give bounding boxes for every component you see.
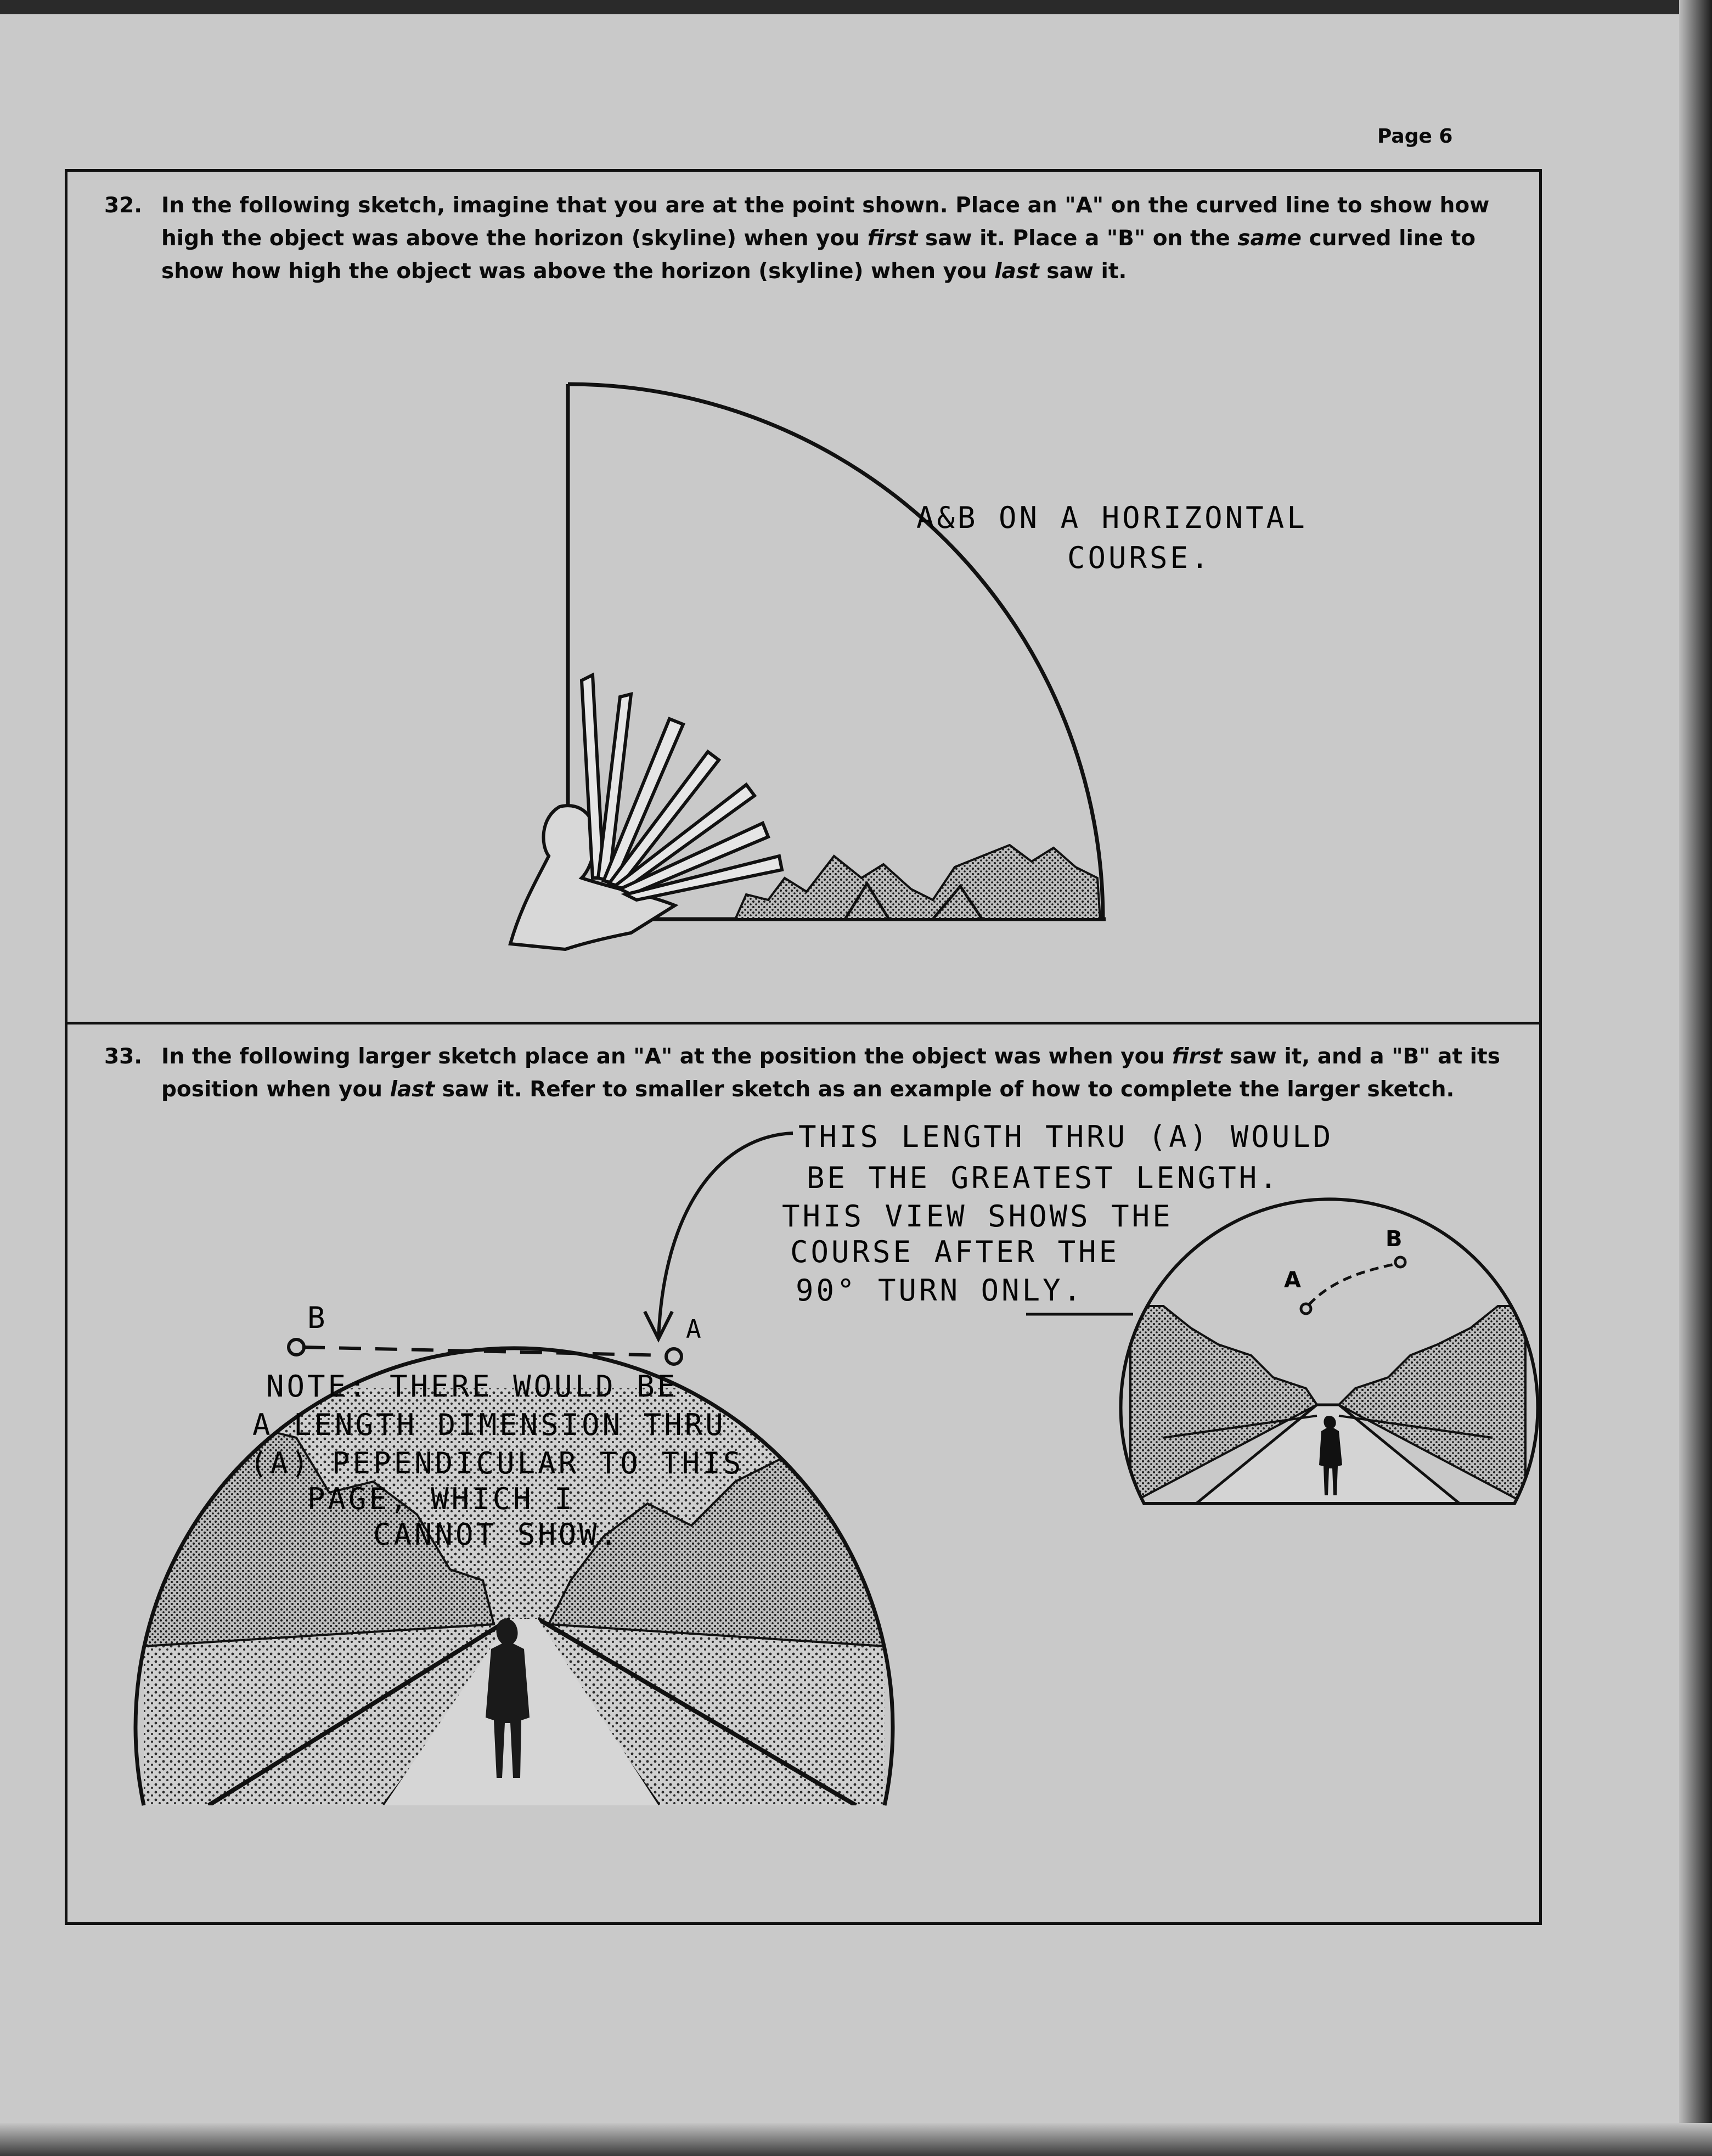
q32-handwritten-line-2: COURSE. xyxy=(1067,541,1212,575)
q32-l3-b: saw it. xyxy=(1039,259,1127,284)
q33-handwritten-top-2: BE THE GREATEST LENGTH. xyxy=(807,1161,1280,1195)
q33-pointer-arrow xyxy=(658,1133,793,1339)
q32-l2-em: first xyxy=(867,226,918,251)
q33-l1-b: saw it, and a "B" at its xyxy=(1222,1044,1500,1069)
q33-small-example-sketch xyxy=(1121,1199,1538,1504)
q33-marker-a-circle xyxy=(666,1349,682,1364)
q32-pointing-arms xyxy=(582,675,782,900)
q32-handwritten-line-1: A&B ON A HORIZONTAL xyxy=(916,500,1308,535)
q32-l2-c: curved line to xyxy=(1302,226,1476,251)
q33-l1-em: first xyxy=(1172,1044,1223,1069)
q33-handwritten-top-5: 90° TURN ONLY. xyxy=(796,1273,1084,1308)
q33-marker-b-label: B xyxy=(307,1301,328,1335)
q33-marker-b-circle xyxy=(289,1339,304,1355)
q33-handwritten-top-4: COURSE AFTER THE xyxy=(790,1235,1120,1269)
q32-l3-a: show how high the object was above the horizon (skyline) when you xyxy=(161,259,995,284)
page-number: Page 6 xyxy=(1377,125,1453,148)
q32-l2-b: saw it. Place a "B" on the xyxy=(917,226,1238,251)
small-sketch-label-a: A xyxy=(1284,1268,1301,1293)
q32-l2-em2: same xyxy=(1237,226,1302,251)
q33-handwritten-top-3: THIS VIEW SHOWS THE xyxy=(782,1199,1173,1234)
q33-l2-b: saw it. Refer to smaller sketch as an example of how to complete the larger sketch. xyxy=(435,1077,1455,1102)
q33-note-line-5: CANNOT SHOW. xyxy=(373,1517,621,1552)
q33-marker-a-label: A xyxy=(686,1314,704,1344)
q33-l1-a: In the following larger sketch place an "A" at the position the object was when you xyxy=(161,1044,1172,1069)
q33-note-line-3: (A) PEPENDICULAR TO THIS xyxy=(250,1446,744,1481)
small-sketch-dashed-path xyxy=(1309,1264,1396,1305)
q33-handwritten-top-1: THIS LENGTH THRU (A) WOULD xyxy=(798,1119,1334,1154)
q32-skyline-trees xyxy=(735,845,1100,919)
small-sketch-b-circle xyxy=(1395,1257,1405,1267)
q33-note-line-2: A LENGTH DIMENSION THRU xyxy=(252,1408,726,1442)
question-33-number: 33. xyxy=(104,1044,143,1069)
question-32-number: 32. xyxy=(104,193,143,218)
q33-note-line-1: NOTE: THERE WOULD BE xyxy=(266,1369,678,1404)
question-32-line-1: In the following sketch, imagine that you are at the point shown. Place an "A" on the curved line to show how xyxy=(161,193,1490,218)
q32-l3-em: last xyxy=(994,259,1039,284)
q32-l2-a: high the object was above the horizon (skyline) when you xyxy=(161,226,868,251)
q32-quarter-circle-sketch xyxy=(510,384,1106,949)
small-sketch-label-b: B xyxy=(1386,1226,1403,1252)
q33-note-line-4: PAGE, WHICH I xyxy=(307,1482,575,1516)
q33-l2-a: position when you xyxy=(161,1077,390,1102)
q33-l2-em: last xyxy=(390,1077,435,1102)
